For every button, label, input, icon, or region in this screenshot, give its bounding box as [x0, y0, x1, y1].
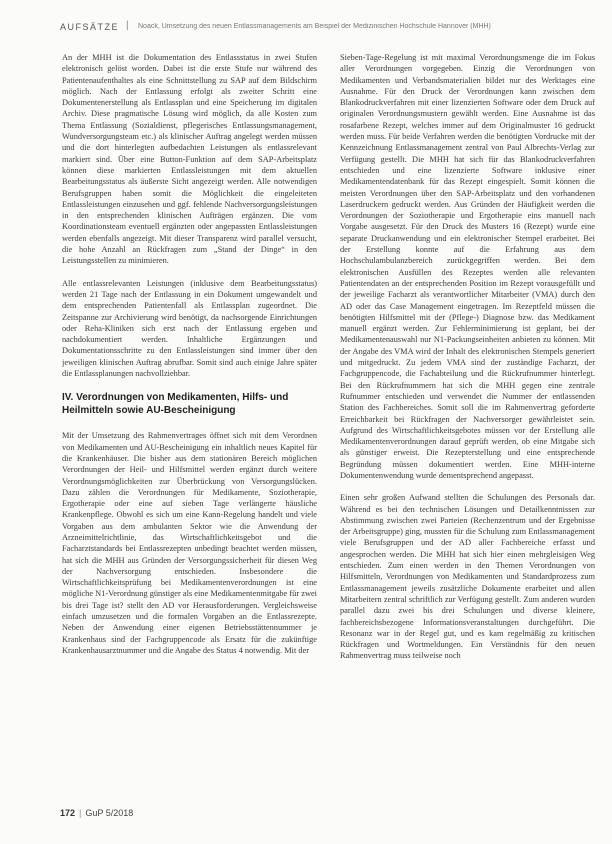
body-paragraph: An der MHH ist die Dokumentation des Entlassstatus in zwei Stufen elektronisch gelöst worden. Dabei ist die erste Stufe nur während des Patientenaufenthaltes als eine Schnittstellung zu SAP auf dem Bildschirm möglich. Nach der Entlassung erfolgt als zweiter Schritt eine Dokumentenerstellung als Entlassplan und eine Speicherung im digitalen Archiv. Diese pragmatische Lösung wird möglich, da alle Kosten zum Thema Entlassung (Sozialdienst, pflegerisches Entlassungsmanagement, Wundversorgungsteam etc.) als klinischer Auftrag angelegt werden müssen und die dort hinterlegten aufbedachten Leistungen als entlassrelevant markiert sind. Über eine Button-Funktion auf dem SAP-Arbeitsplatz können diese markierten Entlassleistungen mit dem aktuellen Bearbeitungsstatus als äußerste Sicht angezeigt werden. Alle notwendigen Berufsgruppen haben somit die Möglichkeit die eingeleiteten Entlassleistungen einzusehen und ggf. fehlende Nachversorgungsleistungen in den entsprechenden klinischen Aufträgen ergänzen. Die vom Koordinationsteam eventuell ergänzten oder angepassten Entlassleistungen werden ebenfalls angezeigt. Mit dieser Transparenz wird parallel versucht, die hohe Anzahl an Rückfragen zum „Stand der Dinge“ in den Leistungsstellen zu minimieren. — [62, 53, 317, 266]
body-paragraph: Sieben-Tage-Regelung ist mit maximal Verordnungsmenge die im Fokus aller Verordnungen vorgegeben. Einzig die Verordnungen von Medikamenten und Verbandsmaterialien bildet nur des Werktages eine Ausnahme. Für den Druck der Verordnungen kann zwischen dem Blankodruckverfahren mit einer lizenzierten Software oder dem Druck auf originalen Verordnungsmustern gewählt werden. Eine Ausnahme ist das rosafarbene Rezept, welches immer auf dem Originalmuster 16 gedruckt werden muss. Für beide Verfahren werden die benötigten Vordrucke mit der Kennzeichnung Entlassmanagement zentral von Paul Albrechts-Verlag zur Verfügung gestellt. Die MHH hat sich für das Blankodruckverfahren entschieden und eine lizenzierte Software inklusive einer Medikamentendatenbank für das Rezept eingespielt. Somit können die meisten Verordnungen über den SAP-Arbeitsplatz und den vorhandenen Laserdruckern gedruckt werden. Aus Gründen der Häufigkeit werden die Verordnungen der Soziotherapie und Ergotherapie eins manuell nach Vorgabe ausgesetzt. Für den Druck des Musters 16 (Rezept) wurde eine separate Druckanwendung und ein elektronischer Stempel erarbeitet. Bei der Erstellung konnte auf die Erfahrung aus dem Hochschulambulanzbereich zurückgegriffen werden. Bei dem elektronischen Ausfüllen des Rezeptes werden alle relevanten Patientendaten an der entsprechenden Position im Rezept vorausgefüllt und der jeweilige Facharzt als verantwortlicher Mitarbeiter (VMA) durch den AD oder das Case Management eingetragen. Im Rezeptfeld müssen die benötigten Hilfsmittel mit der (Pflege-) Diagnose bzw. das Medikament manuell ergänzt werden. Zur Fehlerminimierung ist geplant, bei der Medikamentenauswahl nur N1-Packungseinheiten anbieten zu können. Mit der Angabe des VMA wird der Inhalt des elektronischen Stempels generiert und mitgedruckt. Zu jedem VMA sind der zuständige Facharzt, der Fachgruppencode, die Fachabteilung und die Rückrufnummer hinterlegt. Bei den Rückrufnummern hat sich die MHH gegen eine zentrale Rufnummer entschieden und verwendet die Nummer der entlassenden Station des Fachbereiches. Somit soll die im Rahmenvertrag geforderte Erreichbarkeit bei Rückfragen der Nachversorger gewährleistet sein. Aufgrund des Wirtschaftlichkeitsgebotes müssen vor der Erstellung alle Medikamentenverordnungen darauf geprüft werden, ob eine Mitgabe sich als günstiger erweist. Die Rezepterstellung und eine entsprechende Begründung müssen dokumentiert werden. Eine MHH-interne Dokumentenwendung wurde dementsprechend angepasst. — [340, 53, 595, 480]
right-column — [340, 52, 595, 817]
page-footer — [60, 808, 133, 818]
journal-issue: GuP 5/2018 — [85, 808, 134, 818]
running-head: Noack, Umsetzung des neuen Entlassmanagements am Beispiel der Medizinischen Hochschule Hannover (MHH) — [138, 23, 491, 30]
body-paragraph: Alle entlassrelevanten Leistungen (inklusive dem Bearbeitungsstatus) werden 21 Tage nach der Entlassung in ein Dokument umgewandelt und dem entsprechenden Patientenfall als Entlassplan zugeordnet. Die Zeitspanne zur Archivierung wird benötigt, da nachsorgende Einrichtungen oder Reha-Kliniken sich erst nach der Entlassung ergeben und nachdokumentiert werden. Inhaltliche Ergänzungen und Dokumentationsschritte zu den Entlassleistungen sind immer über den jeweiligen klinischen Auftrag abrufbar. Somit sind auch einige Jahre später die Entlassplanungen nachvollziehbar. — [62, 278, 317, 379]
section-label: AUFSÄTZE — [60, 22, 120, 32]
section-heading: IV. Verordnungen von Medikamenten, Hilfs- und Heilmitteln sowie AU-Bescheinigung — [62, 392, 289, 417]
body-paragraph: Mit der Umsetzung des Rahmenvertrages öffnet sich mit dem Verordnen von Medikamenten und AU-Bescheinigung ein inhaltlich neues Kapitel für die Krankenhäuser. Die bisher aus dem stationären Bereich möglichen Verordnungen der Heil- und Hilfsmittel werden ergänzt durch weitere Verordnungsmöglichkeiten zur Überbrückung von Versorgungslücken. Dazu zählen die Verordnungen für Medikamente, Soziotherapie, Ergotherapie oder eine auf sieben Tage verlängerte häusliche Krankenpflege. Obwohl es sich um eine Kann-Regelung handelt und viele Vorgaben aus dem ambulanten Sektor wie die Anwendung der Arzneimittelrichtlinie, das Wirtschaftlichkeitsgebot und die Facharztstandards bei Entlassrezepten unbedingt beachtet werden müssen, hat sich die MHH aus Gründen der Versorgungssicherheit für diesen Weg der Nachversorgung entschieden. Insbesondere die Wirtschaftlichkeitsprüfung bei Medikamentenverordnungen ist eine mögliche N1-Verordnung günstiger als eine Medikamentenmitgabe für zwei bis drei Tage ist? stellt den AD vor Herausforderungen. Vergleichsweise einfach umzusetzen und die formalen Vorgaben an die Entlassrezepte. Neben der Anwendung einer eigenen Betriebsstättennummer je Krankenhaus sind der Fachgruppencode als Ersatz für die zukünftige Krankenhausarztnummer und die Angabe des Status 4 notwendig. Mit der — [62, 431, 317, 655]
body-paragraph: Einen sehr großen Aufwand stellten die Schulungen des Personals dar. Während es bei den technischen Lösungen und Detailkenntnissen zur Abstimmung zwischen zwei Parteien (Rechenzentrum und der Ergebnisse der Arbeitsgruppe) ging, mussten für die Schulung zum Entlassmanagement viele Berufsgruppen und der AD aller Fachbereiche erfasst und angesprochen werden. Die MHH hat sich hier einen mehrgleisigen Weg entschieden. Zum einen werden in den Themen Verordnungen von Hilfsmitteln, Verordnungen von Medikamenten und Standardprozess zum Entlassmanagement jeweils zusätzliche Dokumente erarbeitet und allen Mitarbeitern zentral schriftlich zur Verfügung gestellt. Zum anderen wurden parallel dazu zwei bis drei Schulungen und diverse kleinere, fachbereichsbezogene Informationsveranstaltungen durchgeführt. Die Resonanz war in der Regel gut, und es kam regelmäßig zu kritischen Rückfragen und Wortmeldungen. Ein Verständnis für den neuen Rahmenvertrag muss teilweise noch — [340, 493, 595, 661]
header-separator: | — [126, 20, 129, 31]
footer-separator: | — [79, 808, 82, 818]
page-number: 172 — [60, 808, 76, 818]
page-header — [0, 0, 612, 40]
left-column — [62, 52, 317, 817]
